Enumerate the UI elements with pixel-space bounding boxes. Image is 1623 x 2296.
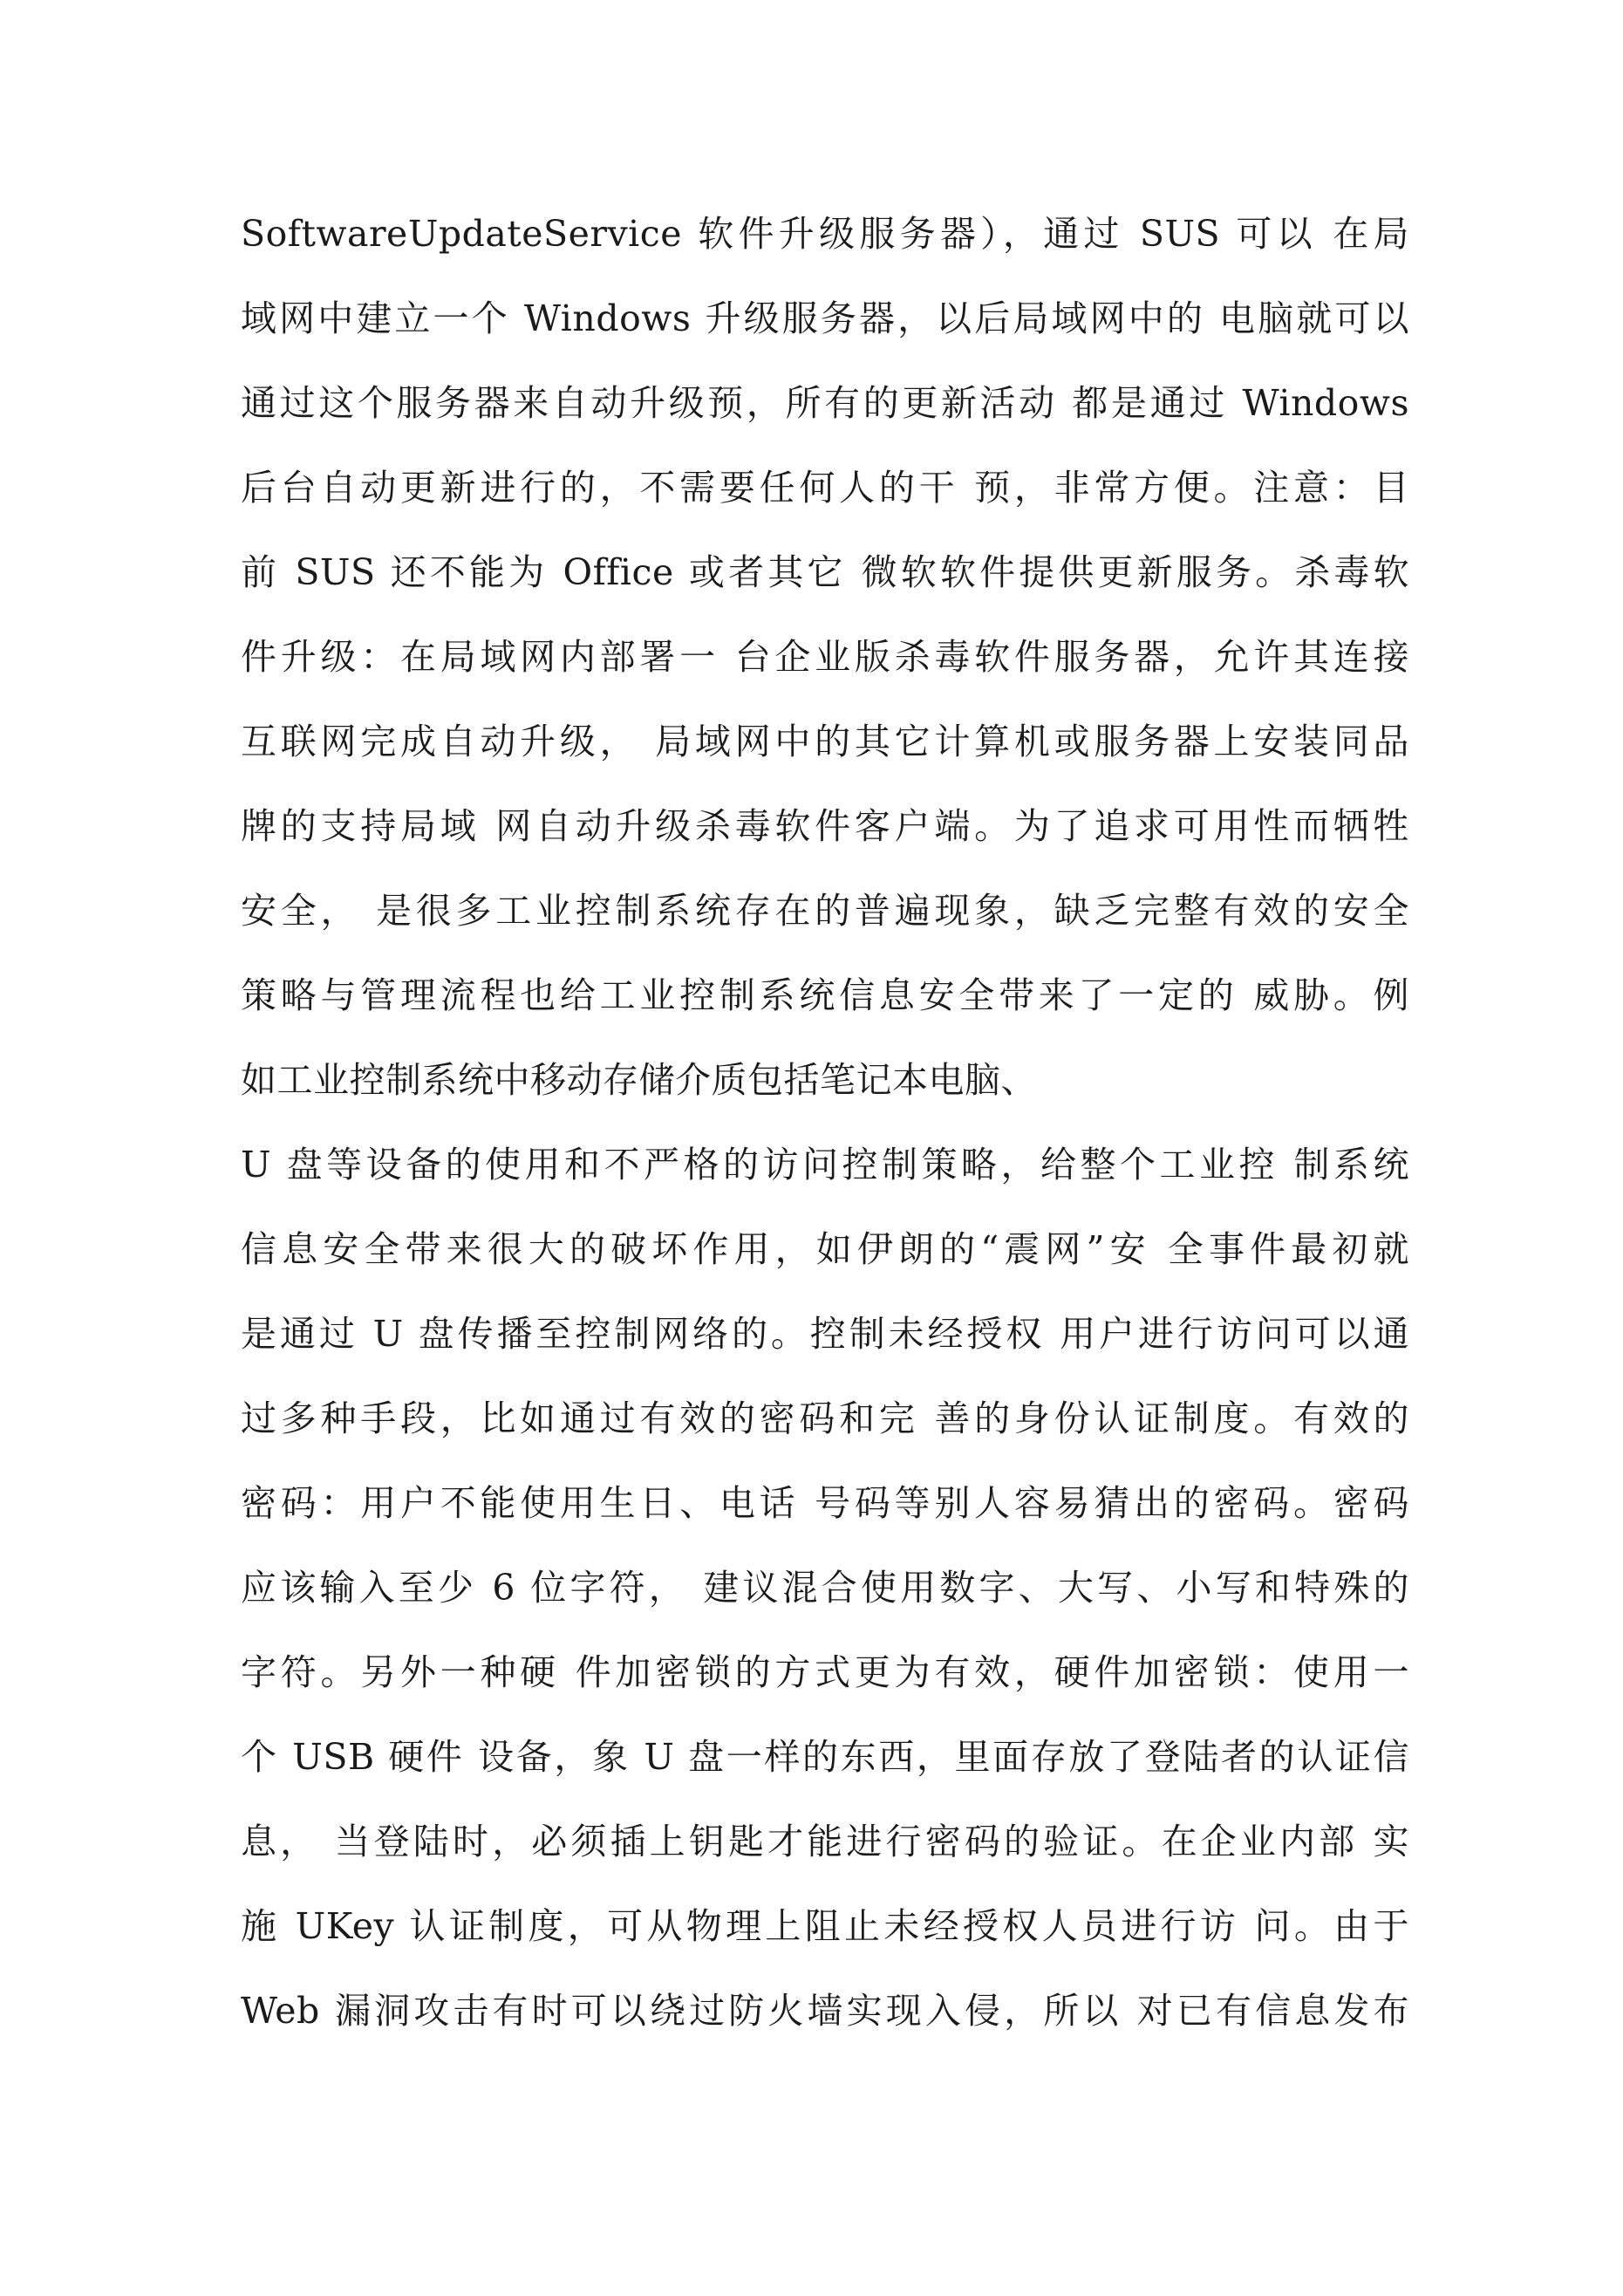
text-line: 策略与管理流程也给工业控制系统信息安全带来了一定的 威胁。例	[241, 974, 1409, 1016]
text-line: 如工业控制系统中移动存储介质包括笔记本电脑、	[241, 1059, 1037, 1101]
text-line: 字符。另外一种硬 件加密锁的方式更为有效，硬件加密锁：使用一	[241, 1651, 1409, 1693]
text-line: 个 USB 硬件 设备，象 U 盘一样的东西，里面存放了登陆者的认证信	[241, 1736, 1409, 1778]
text-line: 互联网完成自动升级， 局域网中的其它计算机或服务器上安装同品	[241, 721, 1409, 762]
text-line: SoftwareUpdateService 软件升级服务器），通过 SUS 可以 在局	[241, 213, 1409, 255]
text-line: 安全， 是很多工业控制系统存在的普遍现象，缺乏完整有效的安全	[241, 890, 1409, 932]
text-line: 通过这个服务器来自动升级预，所有的更新活动 都是通过 Windows	[241, 382, 1409, 424]
text-line: 施 UKey 认证制度，可从物理上阻止未经授权人员进行访 问。由于	[241, 1905, 1409, 1947]
text-line: 牌的支持局域 网自动升级杀毒软件客户端。为了追求可用性而牺牲	[241, 805, 1409, 847]
text-line: 密码：用户不能使用生日、电话 号码等别人容易猜出的密码。密码	[241, 1482, 1409, 1524]
text-line: 信息安全带来很大的破坏作用，如伊朗的“震网”安 全事件最初就	[241, 1228, 1409, 1270]
text-line: 件升级：在局域网内部署一 台企业版杀毒软件服务器，允许其连接	[241, 636, 1409, 678]
text-line: 后台自动更新进行的，不需要任何人的干 预，非常方便。注意：目	[241, 467, 1409, 509]
text-line: Web 漏洞攻击有时可以绕过防火墙实现入侵，所以 对已有信息发布	[241, 1990, 1409, 2032]
text-line: 前 SUS 还不能为 Office 或者其它 微软软件提供更新服务。杀毒软	[241, 551, 1409, 593]
text-line: U 盘等设备的使用和不严格的访问控制策略，给整个工业控 制系统	[241, 1144, 1409, 1186]
text-line: 过多种手段，比如通过有效的密码和完 善的身份认证制度。有效的	[241, 1397, 1409, 1439]
text-line: 应该输入至少 6 位字符， 建议混合使用数字、大写、小写和特殊的	[241, 1567, 1409, 1609]
text-line: 是通过 U 盘传播至控制网络的。控制未经授权 用户进行访问可以通	[241, 1313, 1409, 1355]
text-line: 域网中建立一个 Windows 升级服务器，以后局域网中的 电脑就可以	[241, 297, 1409, 339]
body-paragraph	[241, 192, 1409, 2053]
text-line: 息， 当登陆时，必须插上钥匙才能进行密码的验证。在企业内部 实	[241, 1821, 1409, 1862]
